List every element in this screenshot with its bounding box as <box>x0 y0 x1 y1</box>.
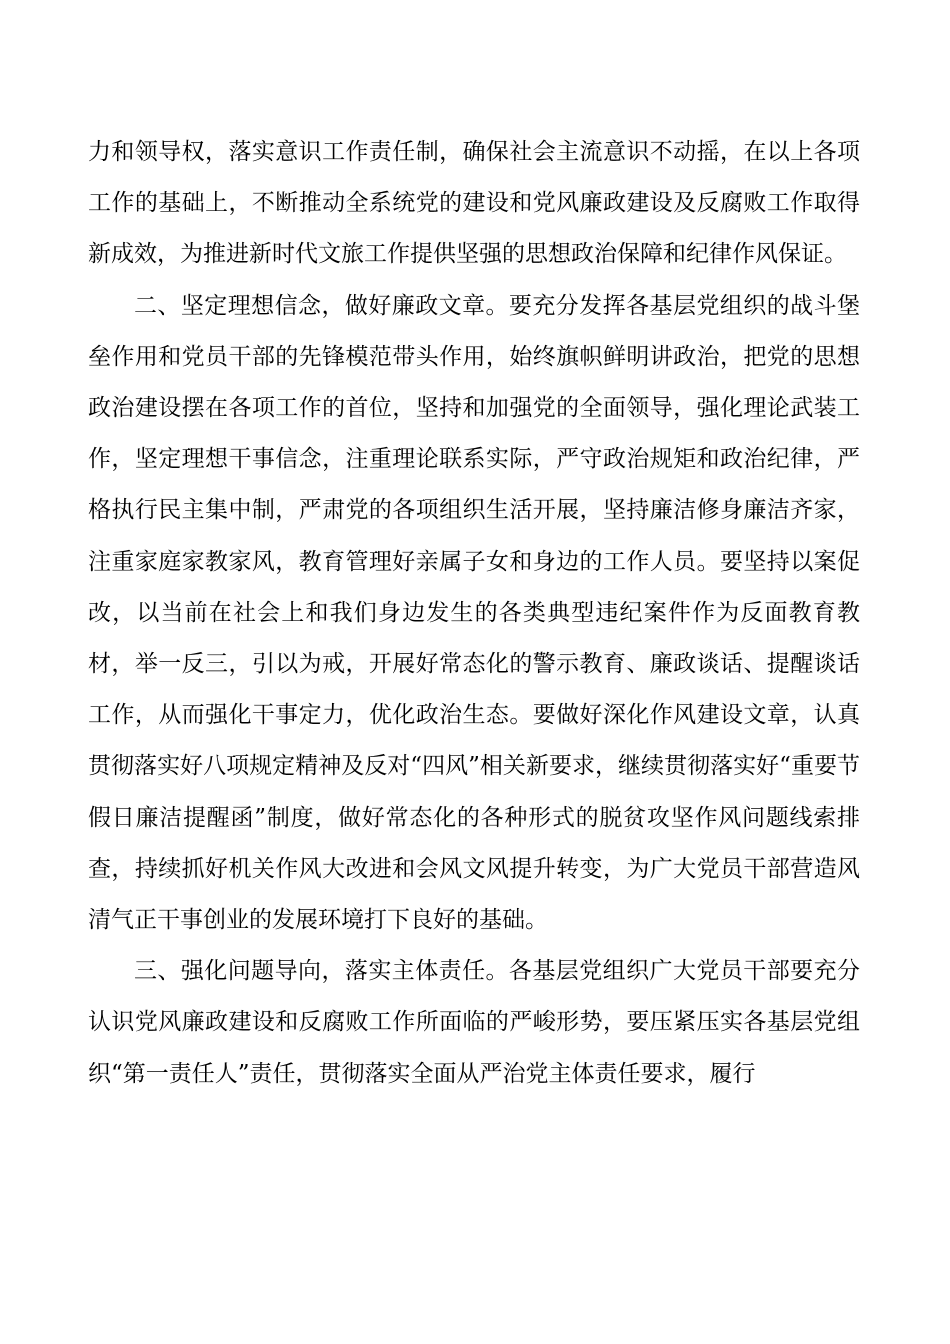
paragraph-section-three: 三、强化问题导向，落实主体责任。各基层党组织广大党员干部要充分认识党风廉政建设和反腐败工作所面临的严峻形势，要压紧压实各基层党组织“第一责任人”责任，贯彻落实全面从严治党主体责任要求，履行 <box>88 958 860 1087</box>
document-body <box>88 127 860 1100</box>
paragraph-section-two: 二、坚定理想信念，做好廉政文章。要充分发挥各基层党组织的战斗堡垒作用和党员干部的先锋模范带头作用，始终旗帜鲜明讲政治，把党的思想政治建设摆在各项工作的首位，坚持和加强党的全面领导，强化理论武装工作，坚定理想干事信念，注重理论联系实际，严守政治规矩和政治纪律，严格执行民主集中制，严肃党的各项组织生活开展，坚持廉洁修身廉洁齐家，注重家庭家教家风，教育管理好亲属子女和身边的工作人员。要坚持以案促改，以当前在社会上和我们身边发生的各类典型违纪案件作为反面教育教材，举一反三，引以为戒，开展好常态化的警示教育、廉政谈话、提醒谈话工作，从而强化干事定力，优化政治生态。要做好深化作风建设文章，认真贯彻落实好八项规定精神及反对“四风”相关新要求，继续贯彻落实好“重要节假日廉洁提醒函”制度，做好常态化的各种形式的脱贫攻坚作风问题线索排查，持续抓好机关作风大改进和会风文风提升转变，为广大党员干部营造风清气正干事创业的发展环境打下良好的基础。 <box>88 292 860 934</box>
paragraph-continuation: 力和领导权，落实意识工作责任制，确保社会主流意识不动摇，在以上各项工作的基础上，不断推动全系统党的建设和党风廉政建设及反腐败工作取得新成效，为推进新时代文旅工作提供坚强的思想政治保障和纪律作风保证。 <box>88 139 860 268</box>
